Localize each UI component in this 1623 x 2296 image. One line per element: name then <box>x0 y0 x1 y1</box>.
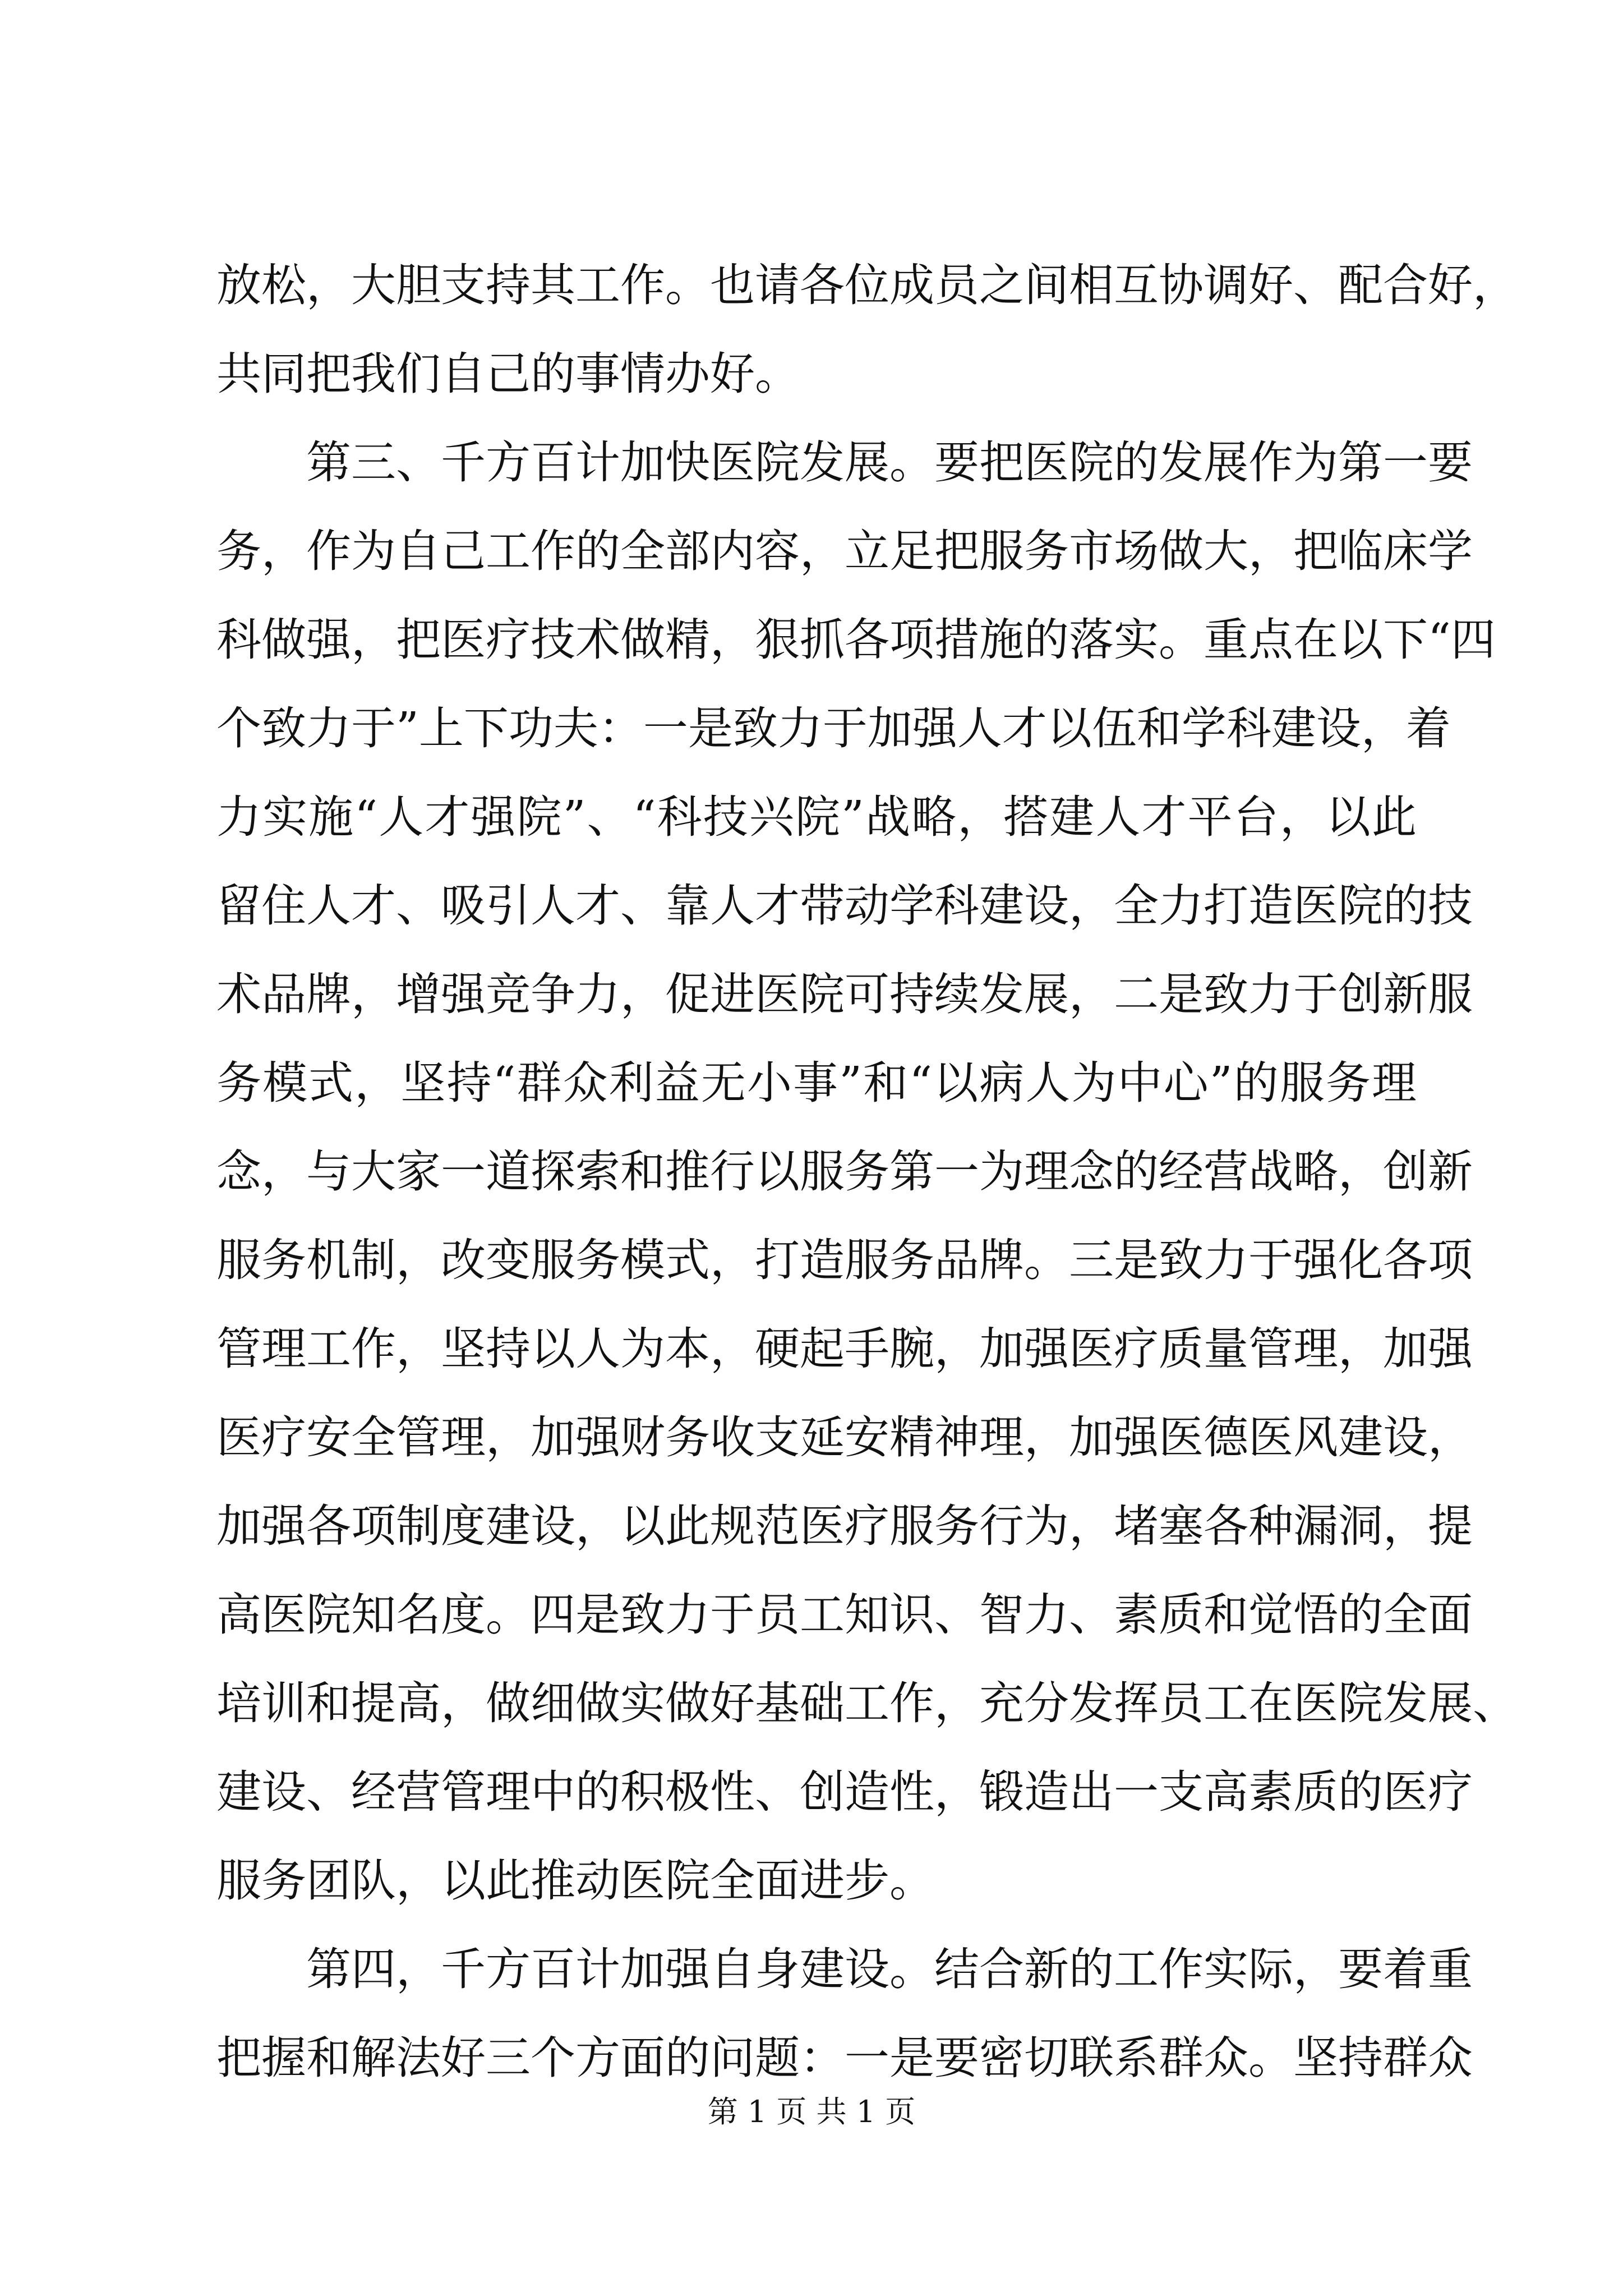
text-line-21: 把握和解法好三个方面的问题：一是要密切联系群众。坚持群众 <box>216 2032 1473 2084</box>
text-line-6: 个致力于”上下功夫：一是致力于加强人才以伍和学科建设，着 <box>216 702 1451 754</box>
text-line-11: 念，与大家一道探索和推行以服务第一为理念的经营战略，创新 <box>216 1145 1473 1198</box>
text-line-5: 科做强，把医疗技术做精，狠抓各项措施的落实。重点在以下“四 <box>216 614 1496 666</box>
text-line-12: 服务机制，改变服务模式，打造服务品牌。三是致力于强化各项 <box>216 1234 1473 1286</box>
text-line-3: 第三、千方百计加快医院发展。要把医院的发展作为第一要 <box>306 436 1473 489</box>
text-line-14: 医疗安全管理，加强财务收支延安精神理，加强医德医风建设， <box>216 1411 1473 1464</box>
page-number-footer: 第 1 页 共 1 页 <box>707 2094 916 2129</box>
text-line-10: 务模式，坚持“群众利益无小事”和“以病人为中心”的服务理 <box>216 1057 1417 1109</box>
text-line-17: 培训和提高，做细做实做好基础工作，充分发挥员工在医院发展、 <box>216 1677 1518 1729</box>
text-line-13: 管理工作，坚持以人为本，硬起手腕，加强医疗质量管理，加强 <box>216 1323 1473 1375</box>
text-line-15: 加强各项制度建设，以此规范医疗服务行为，堵塞各种漏洞，提 <box>216 1500 1473 1552</box>
text-line-7: 力实施“人才强院”、“科技兴院”战略，搭建人才平台，以此 <box>216 791 1417 843</box>
text-line-20: 第四，千方百计加强自身建设。结合新的工作实际，要着重 <box>306 1943 1473 1995</box>
document-body <box>216 241 1518 2102</box>
text-line-19: 服务团队，以此推动医院全面进步。 <box>216 1855 934 1907</box>
text-line-4: 务，作为自己工作的全部内容，立足把服务市场做大，把临床学 <box>216 525 1473 577</box>
text-line-9: 术品牌，增强竞争力，促进医院可持续发展，二是致力于创新服 <box>216 968 1473 1020</box>
text-line-1: 放松，大胆支持其工作。也请各位成员之间相互协调好、配合好， <box>216 259 1518 311</box>
text-line-8: 留住人才、吸引人才、靠人才带动学科建设，全力打造医院的技 <box>216 880 1473 932</box>
text-line-2: 共同把我们自己的事情办好。 <box>216 348 800 400</box>
text-line-16: 高医院知名度。四是致力于员工知识、智力、素质和觉悟的全面 <box>216 1589 1473 1641</box>
text-line-18: 建设、经营管理中的积极性、创造性，锻造出一支高素质的医疗 <box>216 1766 1473 1818</box>
